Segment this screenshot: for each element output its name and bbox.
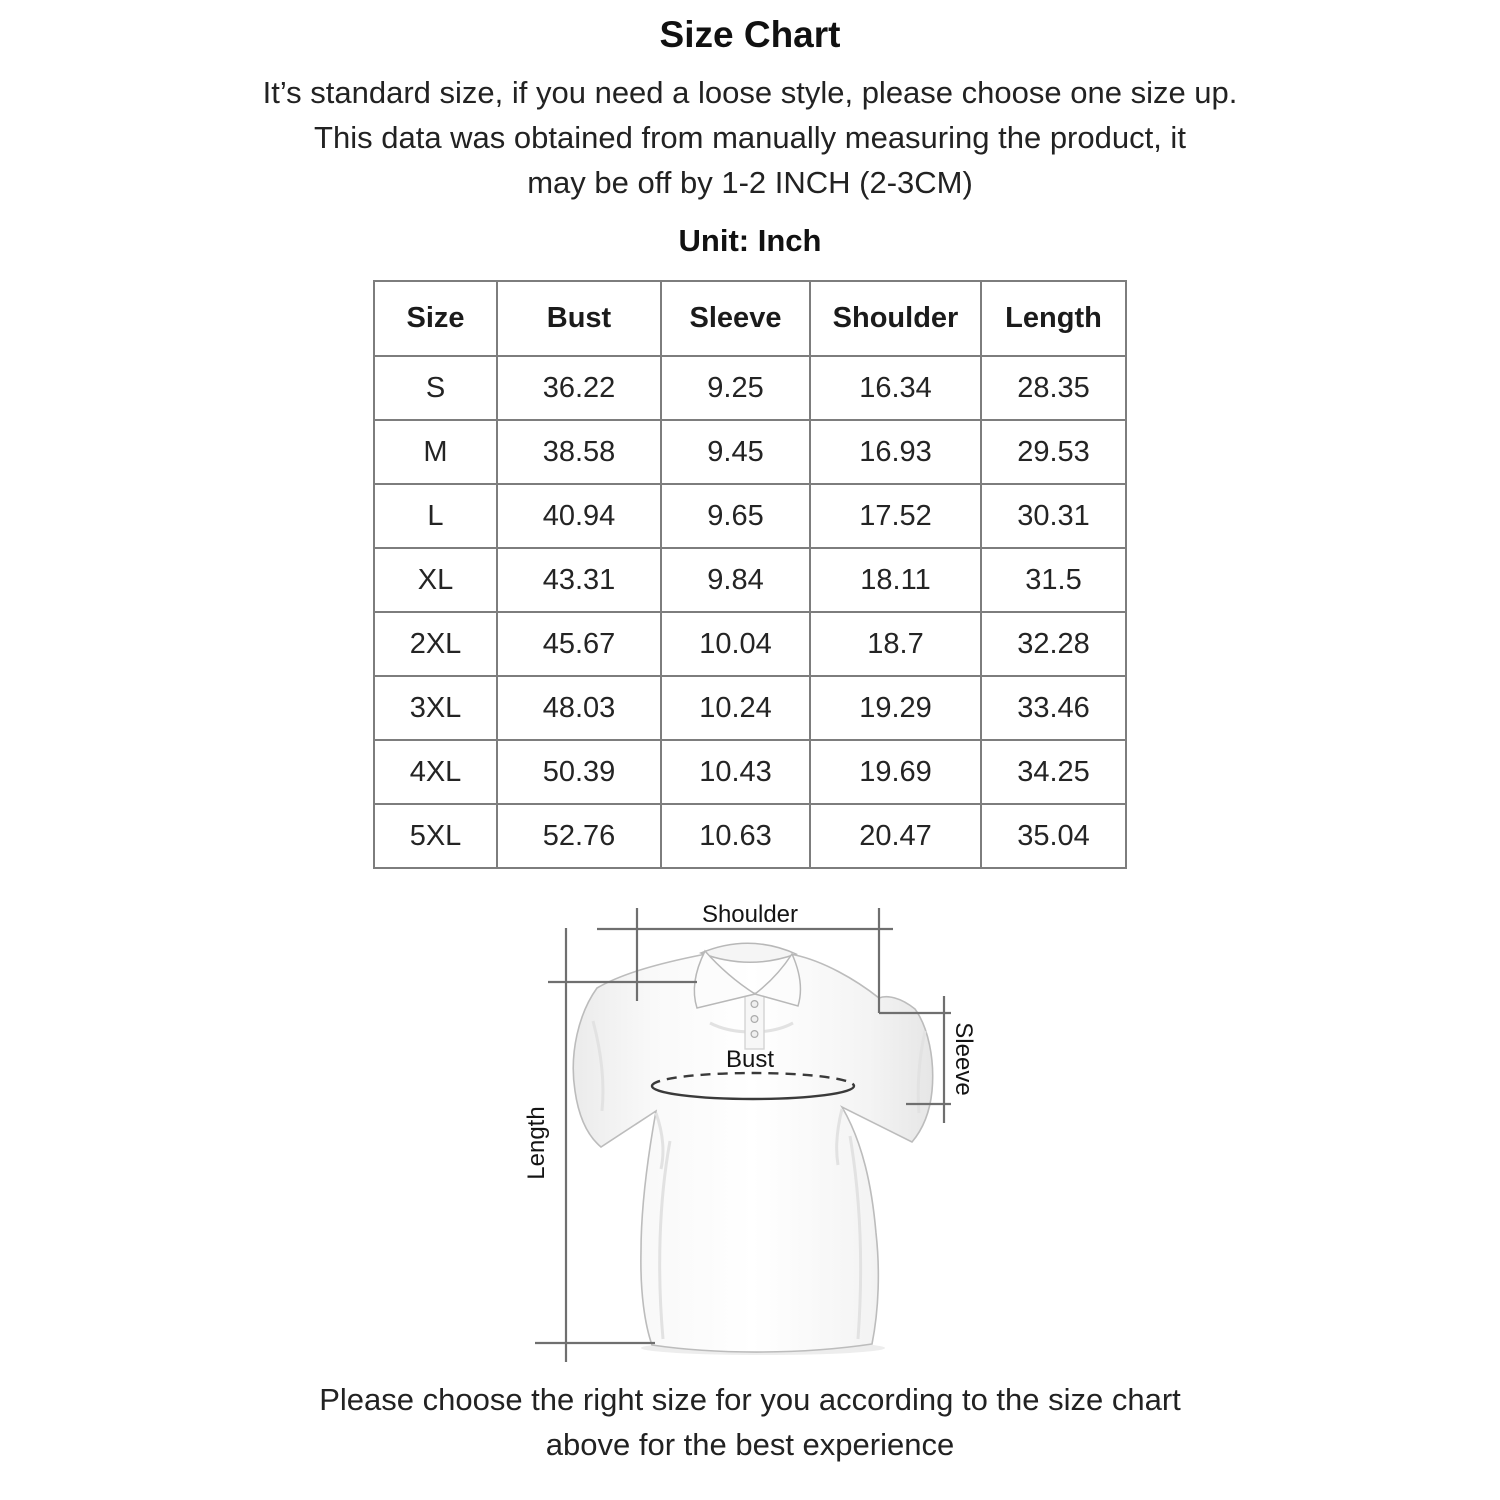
- table-cell: 9.45: [661, 420, 810, 484]
- table-cell: 50.39: [497, 740, 661, 804]
- table-row: [374, 676, 1126, 740]
- table-cell: 16.93: [810, 420, 981, 484]
- column-header-shoulder: Shoulder: [810, 281, 981, 356]
- polo-shirt-illustration: [505, 891, 1025, 1371]
- size-note-line: It’s standard size, if you need a loose style, please choose one size up.: [262, 75, 1238, 110]
- page-title: Size Chart: [659, 14, 841, 55]
- table-cell: 4XL: [374, 740, 497, 804]
- bust-label: Bust: [725, 1046, 775, 1073]
- table-cell: 18.11: [810, 548, 981, 612]
- table-cell: 32.28: [981, 612, 1126, 676]
- table-cell: 18.7: [810, 612, 981, 676]
- table-cell: 2XL: [374, 612, 497, 676]
- table-cell: S: [374, 356, 497, 420]
- table-cell: 5XL: [374, 804, 497, 868]
- shirt-measurement-diagram: [505, 891, 1025, 1371]
- size-note-line: may be off by 1-2 INCH (2-3CM): [527, 165, 973, 200]
- table-row: [374, 740, 1126, 804]
- size-table-body: [374, 356, 1126, 868]
- length-label: Length: [523, 1106, 550, 1180]
- table-row: [374, 804, 1126, 868]
- table-cell: 19.29: [810, 676, 981, 740]
- table-cell: 3XL: [374, 676, 497, 740]
- table-cell: 10.63: [661, 804, 810, 868]
- table-cell: 9.25: [661, 356, 810, 420]
- table-cell: 45.67: [497, 612, 661, 676]
- table-cell: 40.94: [497, 484, 661, 548]
- column-header-length: Length: [981, 281, 1126, 356]
- table-cell: 16.34: [810, 356, 981, 420]
- size-note-line: This data was obtained from manually measuring the product, it: [314, 120, 1186, 155]
- table-cell: 31.5: [981, 548, 1126, 612]
- table-cell: 38.58: [497, 420, 661, 484]
- table-cell: 10.43: [661, 740, 810, 804]
- table-cell: 36.22: [497, 356, 661, 420]
- shoulder-label: Shoulder: [701, 901, 799, 928]
- table-header-row: [374, 281, 1126, 356]
- table-row: [374, 548, 1126, 612]
- table-cell: 48.03: [497, 676, 661, 740]
- table-row: [374, 420, 1126, 484]
- table-cell: 34.25: [981, 740, 1126, 804]
- table-cell: 33.46: [981, 676, 1126, 740]
- table-cell: XL: [374, 548, 497, 612]
- size-table: [373, 280, 1127, 869]
- footer-note: [0, 1377, 1500, 1467]
- table-cell: M: [374, 420, 497, 484]
- column-header-bust: Bust: [497, 281, 661, 356]
- size-note: [140, 70, 1360, 205]
- table-cell: 17.52: [810, 484, 981, 548]
- table-cell: 20.47: [810, 804, 981, 868]
- table-row: [374, 484, 1126, 548]
- column-header-sleeve: Sleeve: [661, 281, 810, 356]
- table-row: [374, 356, 1126, 420]
- table-cell: 28.35: [981, 356, 1126, 420]
- table-cell: 35.04: [981, 804, 1126, 868]
- footer-line: above for the best experience: [545, 1427, 955, 1462]
- table-row: [374, 612, 1126, 676]
- table-cell: 9.84: [661, 548, 810, 612]
- table-cell: 30.31: [981, 484, 1126, 548]
- column-header-size: Size: [374, 281, 497, 356]
- table-cell: 10.24: [661, 676, 810, 740]
- table-cell: 9.65: [661, 484, 810, 548]
- table-cell: 43.31: [497, 548, 661, 612]
- table-cell: L: [374, 484, 497, 548]
- sleeve-label: Sleeve: [950, 1022, 977, 1096]
- table-cell: 19.69: [810, 740, 981, 804]
- footer-line: Please choose the right size for you according to the size chart: [319, 1382, 1181, 1417]
- unit-label: Unit: Inch: [678, 223, 822, 258]
- table-cell: 52.76: [497, 804, 661, 868]
- buttons: [751, 1001, 758, 1038]
- table-cell: 29.53: [981, 420, 1126, 484]
- table-cell: 10.04: [661, 612, 810, 676]
